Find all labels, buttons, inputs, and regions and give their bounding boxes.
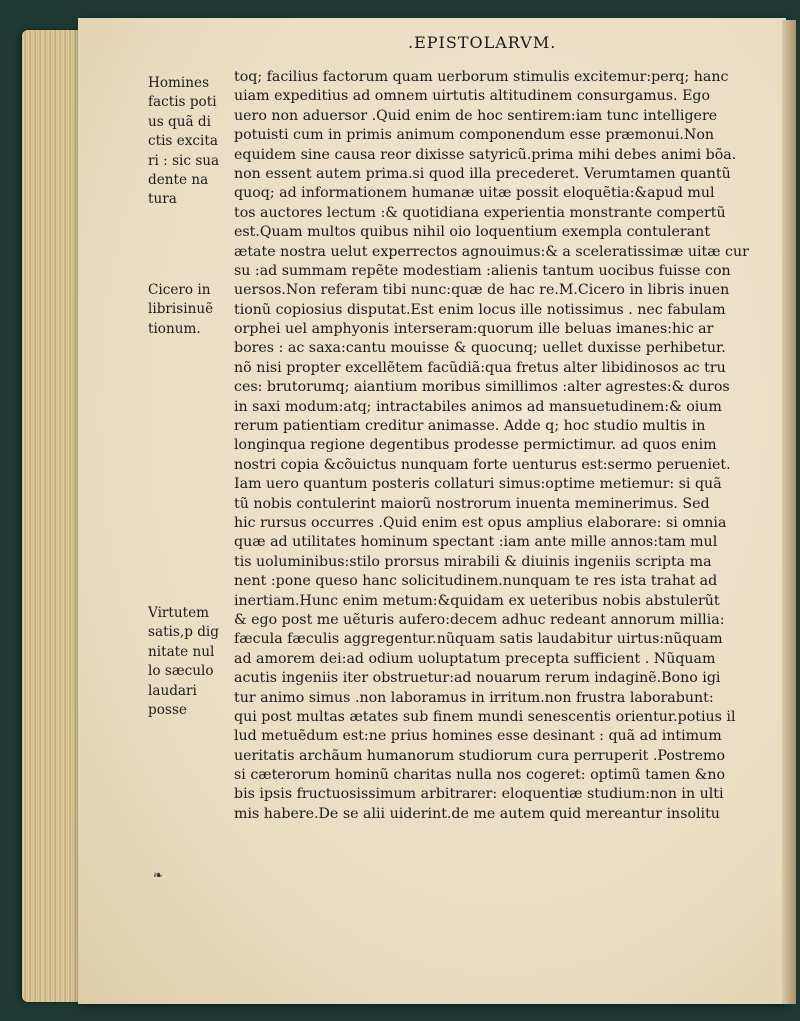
text-line: uero non aduersor .Quid enim de hoc sentirem:iam tunc intelligere [234, 107, 718, 124]
text-line: ces: brutorumq; aiantium moribus simillimos :alter agrestes:& duros [234, 379, 730, 396]
marginal-line: tionum. [148, 320, 201, 337]
marginal-line: Cicero in [148, 282, 211, 298]
text-line: nõ nisi propter excellẽtem facũdiã:qua fretus alter libidinosos ac tru [234, 359, 726, 376]
marginal-line: ctis excita [148, 133, 218, 150]
marginal-line: satis,p dig [148, 624, 219, 641]
text-line: & ego post me uẽturis aufero:decem adhuc redeant annorum millia: [234, 611, 725, 628]
text-line: ætate nostra uelut experrectos agnouimus:& a sceleratissimæ uitæ cur [234, 243, 749, 260]
marginal-note-homines [148, 74, 232, 210]
text-line: inertiam.Hunc enim metum:&quidam ex ueteribus nobis abstulerũt [234, 592, 720, 609]
text-line: qui post multas ætates sub finem mundi senescentis orientur.potius il [234, 708, 736, 725]
text-line: bores : ac saxa:cantu mouisse & quocunq; uellet duxisse perhibetur. [234, 340, 726, 357]
marginal-line: lo sæculo [148, 663, 214, 680]
text-line: quoq; ad informationem humanæ uitæ possit eloquẽtia:&apud mul [234, 185, 715, 202]
text-line: longinqua regione degentibus prodesse permictimur. ad quos enim [234, 437, 717, 454]
facing-page-edge [782, 20, 796, 1004]
running-header: .EPISTOLARVM. [408, 33, 557, 52]
text-line: non essent autem prima.si quod illa precederet. Verumtamen quantũ [234, 165, 731, 182]
text-line: tos auctores lectum :& quotidiana experientia monstrante compertũ [234, 204, 726, 221]
text-line: lud metuẽdum est:ne prius homines esse desinant : quã ad intimum [234, 728, 722, 745]
text-line: tis uoluminibus:stilo prorsus mirabili & diuinis ingeniis scripta ma [234, 553, 712, 570]
text-line: tionũ copiosius disputat.Est enim locus ille notissimus . nec fabulam [234, 301, 726, 318]
ornament-mark: ❧ [153, 868, 164, 882]
text-line: potuisti cum in primis animum componendum esse præmonui.Non [234, 127, 715, 144]
marginal-line: factis poti [148, 94, 217, 111]
text-line: bis ipsis fructuosissimum arbitrarer: eloquentiæ studium:non in ulti [234, 786, 724, 803]
marginal-line: dente na [148, 171, 209, 188]
text-line: su :ad summam repẽte modestiam :alienis tantum uocibus fuisse con [234, 262, 731, 279]
text-line: uersos.Non referam tibi nunc:quæ de hac re.M.Cicero in libris inuen [234, 282, 730, 299]
text-line: orphei uel amphyonis interseram:quorum ille beluas imanes:hic ar [234, 321, 714, 338]
text-line: fæcula fæculis aggregentur.nũquam satis laudabitur uirtus:nũquam [234, 631, 723, 648]
text-line: ueritatis archãum humanorum studiorum cura perruperit .Postremo [234, 747, 726, 764]
text-line: acutis ingeniis iter obstruetur:ad nouarum rerum indaginẽ.Bono igi [234, 670, 721, 687]
text-line: hic rursus occurres .Quid enim est opus amplius elaborare: si omnia [234, 514, 727, 531]
text-line: equidem sine causa reor dixisse satyricũ.prima mihi debes animi bõa. [234, 146, 737, 163]
text-line: quæ ad utilitates hominum spectant :iam ante mille annos:tam mul [234, 534, 718, 551]
marginal-line: laudari [148, 682, 197, 699]
text-line: Iam uero quantum posteris collaturi simus:optime metiemur: si quã [234, 476, 722, 493]
text-line: toq; facilius factorum quam uerborum stimulis excitemur:perq; hanc [234, 69, 729, 85]
text-line: mis habere.De se alii uiderint.de me autem quid mereantur insolitu [234, 805, 720, 822]
marginal-line: Homines [148, 75, 210, 91]
marginal-line: tura [148, 191, 177, 208]
text-line: ad amorem dei:ad odium uoluptatum precepta sufficient . Nũquam [234, 650, 716, 667]
marginal-note-cicero [148, 281, 232, 339]
text-line: nent :pone queso hanc solicitudinem.nunquam te res ista trahat ad [234, 573, 718, 590]
text-line: uiam expeditius ad omnem uirtutis altitudinem consurgamus. Ego [234, 88, 711, 105]
marginal-line: posse [148, 701, 187, 718]
marginal-note-virtutem [148, 604, 232, 720]
marginal-line: librisinuẽ [148, 301, 214, 318]
text-line: tũ nobis contulerint maiorũ nostrorum inuenta meminerimus. Sed [234, 495, 710, 512]
text-line: rerum patientiam creditur animasse. Adde q; hoc studio multis in [234, 418, 706, 435]
text-line: tur animo simus .non laboramus in irritum.non frustra laborabunt: [234, 689, 714, 706]
marginal-line: us quã di [148, 113, 211, 130]
text-line: in saxi modum:atq; intractabiles animos ad mansuetudinem:& oium [234, 398, 722, 415]
marginal-line: ri : sic sua [148, 152, 220, 169]
marginal-line: Virtutem [148, 605, 210, 621]
text-line: nostri copia &cõuictus nunquam forte uenturus est:sermo perueniet. [234, 456, 731, 473]
main-text-block [234, 68, 749, 824]
text-line: est.Quam multos quibus nihil oio loquentium exempla contulerant [234, 224, 711, 241]
text-line: si cæterorum hominũ charitas nulla nos cogeret: optimũ tamen &no [234, 767, 726, 784]
marginal-line: nitate nul [148, 643, 215, 660]
